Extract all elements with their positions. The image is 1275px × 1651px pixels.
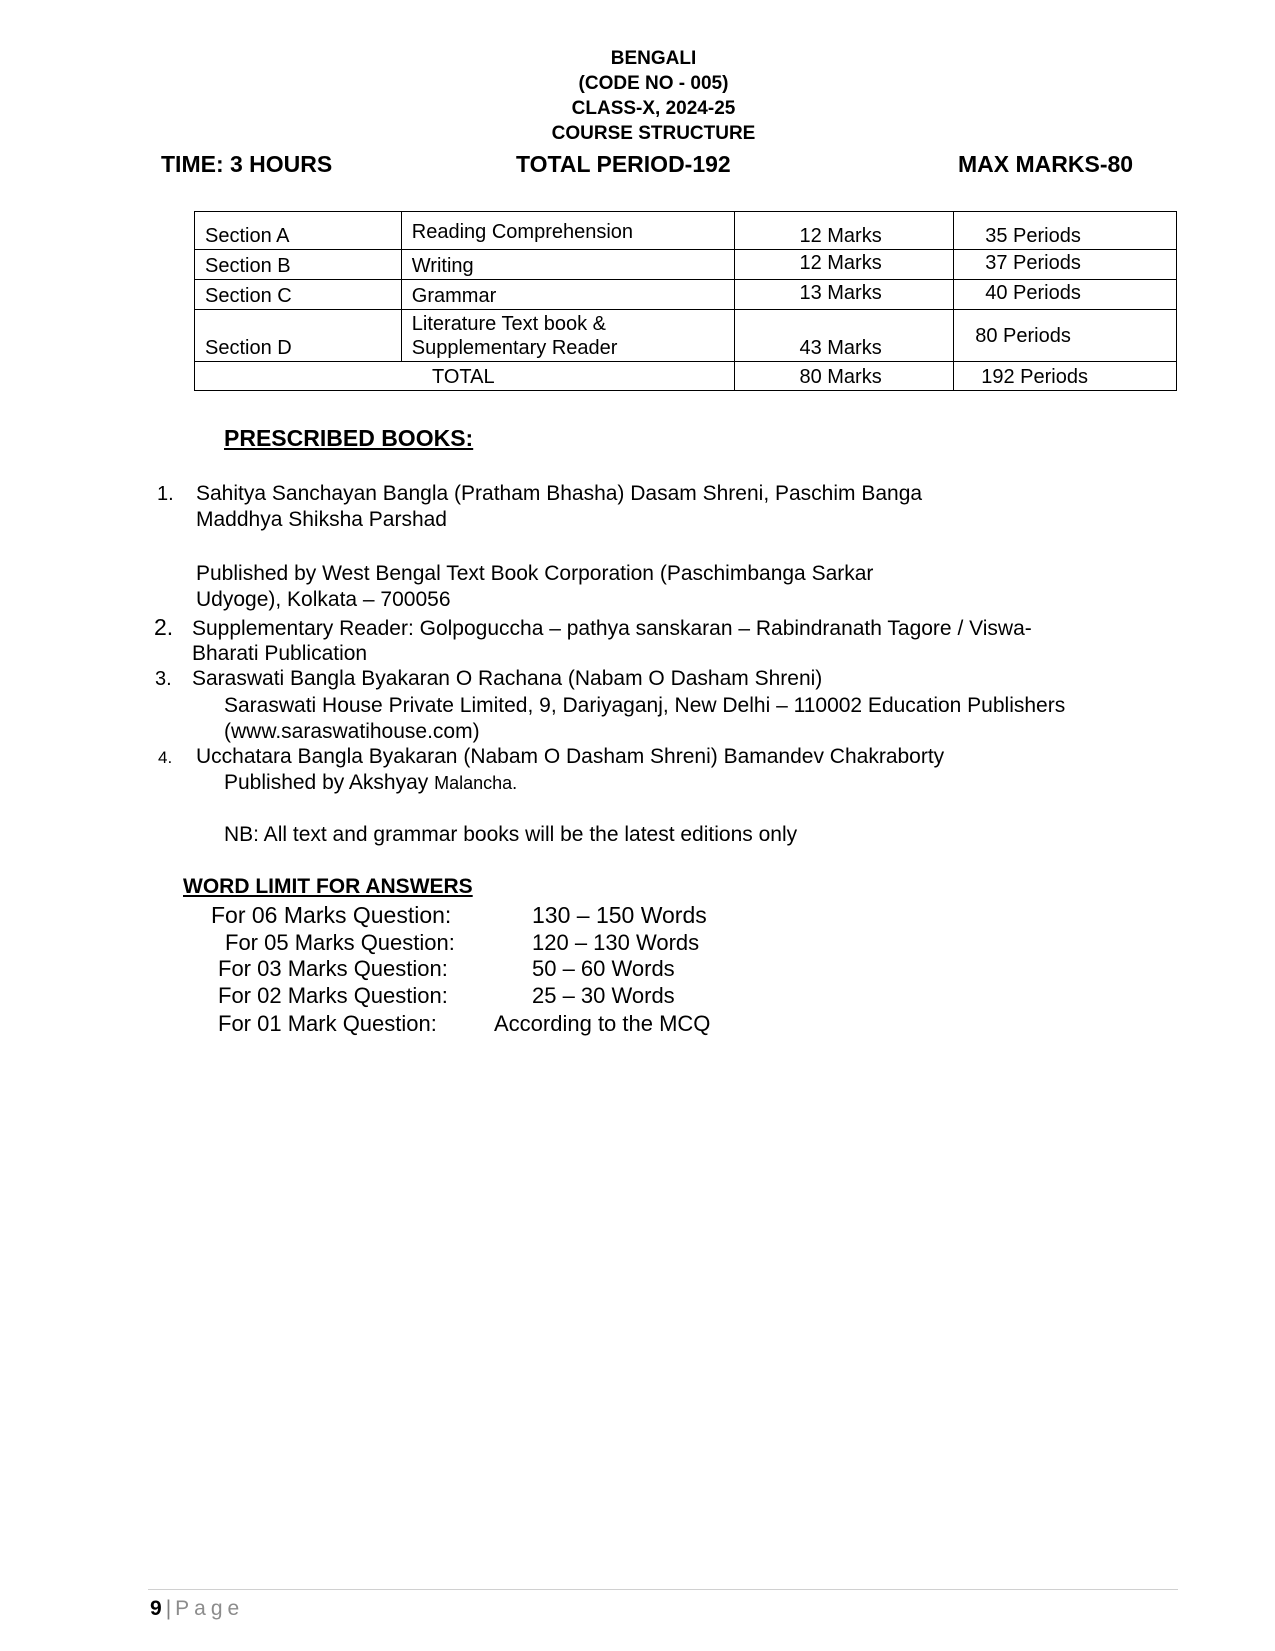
periods-cell xyxy=(954,280,1177,310)
footer-separator: | xyxy=(165,1597,172,1620)
prescribed-books-heading: PRESCRIBED BOOKS: xyxy=(224,425,474,451)
word-limit-value: 25 – 30 Words xyxy=(532,983,675,1008)
word-limit-value: 120 – 130 Words xyxy=(532,930,700,955)
footer-divider xyxy=(148,1589,1178,1590)
marks-cell xyxy=(735,250,954,280)
periods-value: 37 Periods xyxy=(985,252,1081,274)
total-label-cell xyxy=(195,362,735,391)
subject-code: (CODE NO - 005) xyxy=(578,73,729,94)
content-cell xyxy=(401,310,735,362)
total-marks-value: 80 Marks xyxy=(799,366,882,388)
page-label: Page xyxy=(175,1597,245,1620)
book-line: Maddhya Shiksha Parshad xyxy=(196,508,447,531)
time-label: TIME: 3 HOURS xyxy=(161,151,333,177)
word-limit-heading: WORD LIMIT FOR ANSWERS xyxy=(183,875,473,898)
periods-value: 40 Periods xyxy=(985,282,1081,304)
question-label: For 02 Marks Question: xyxy=(218,983,448,1008)
question-label: For 05 Marks Question: xyxy=(225,930,455,955)
total-period-label: TOTAL PERIOD-192 xyxy=(516,151,731,177)
book-line xyxy=(224,770,517,796)
course-structure-table xyxy=(194,211,1177,391)
question-label: For 01 Mark Question: xyxy=(218,1011,437,1036)
marks-value: 12 Marks xyxy=(799,252,882,274)
marks-value: 43 Marks xyxy=(799,337,882,359)
marks-value: 12 Marks xyxy=(799,225,882,247)
word-limit-value: 50 – 60 Words xyxy=(532,956,675,981)
book-line: Sahitya Sanchayan Bangla (Pratham Bhasha) Dasam Shreni, Paschim Banga xyxy=(196,482,923,505)
course-structure-title: COURSE STRUCTURE xyxy=(551,123,756,144)
question-label: For 06 Marks Question: xyxy=(211,902,452,928)
periods-cell xyxy=(954,212,1177,250)
subject-title: BENGALI xyxy=(610,48,697,69)
max-marks-label: MAX MARKS-80 xyxy=(958,151,1134,177)
book-line: Saraswati House Private Limited, 9, Dariyaganj, New Delhi – 110002 Education Publishers xyxy=(224,694,1066,717)
word-limit-value: 130 – 150 Words xyxy=(532,902,707,928)
section-cell: Section C xyxy=(195,280,402,310)
marks-cell xyxy=(735,310,954,362)
book-line: (www.saraswatihouse.com) xyxy=(224,720,480,743)
question-label: For 03 Marks Question: xyxy=(218,956,448,981)
book-line: Ucchatara Bangla Byakaran (Nabam O Dasham Shreni) Bamandev Chakraborty xyxy=(196,745,945,768)
section-cell: Section A xyxy=(195,212,402,250)
book-line: Udyoge), Kolkata – 700056 xyxy=(196,588,451,611)
content-line: Literature Text book & xyxy=(411,313,606,335)
book-line-part: Published by Akshyay xyxy=(224,771,435,794)
list-number: 3. xyxy=(155,668,172,690)
book-line-part: Malancha. xyxy=(434,773,518,793)
editions-note: NB: All text and grammar books will be the latest editions only xyxy=(224,823,798,846)
periods-cell xyxy=(954,250,1177,280)
marks-cell xyxy=(735,212,954,250)
content-line: Supplementary Reader xyxy=(411,337,618,359)
total-periods-value: 192 Periods xyxy=(981,366,1088,388)
periods-value: 35 Periods xyxy=(985,225,1081,247)
word-limit-value: According to the MCQ xyxy=(494,1011,711,1036)
table-row xyxy=(195,280,1177,310)
page-footer xyxy=(150,1596,244,1622)
table-row xyxy=(195,310,1177,362)
book-line: Supplementary Reader: Golpoguccha – pathya sanskaran – Rabindranath Tagore / Viswa- xyxy=(192,617,1032,640)
total-periods-cell xyxy=(954,362,1177,391)
table-row xyxy=(195,250,1177,280)
content-cell: Reading Comprehension xyxy=(401,212,735,250)
periods-value: 80 Periods xyxy=(975,324,1071,347)
section-cell: Section D xyxy=(195,310,402,362)
book-line: Saraswati Bangla Byakaran O Rachana (Nabam O Dasham Shreni) xyxy=(192,667,823,690)
total-marks-cell xyxy=(735,362,954,391)
class-year: CLASS-X, 2024-25 xyxy=(571,98,736,119)
list-number: 4. xyxy=(158,748,173,767)
marks-cell xyxy=(735,280,954,310)
content-cell: Grammar xyxy=(401,280,735,310)
list-number: 1. xyxy=(157,483,174,505)
total-label: TOTAL xyxy=(432,366,495,388)
periods-cell xyxy=(954,310,1177,362)
content-cell: Writing xyxy=(401,250,735,280)
list-number: 2. xyxy=(154,614,174,640)
book-line: Published by West Bengal Text Book Corporation (Paschimbanga Sarkar xyxy=(196,562,874,585)
book-line: Bharati Publication xyxy=(192,642,368,665)
table-total-row xyxy=(195,362,1177,391)
table-row xyxy=(195,212,1177,250)
section-cell: Section B xyxy=(195,250,402,280)
marks-value: 13 Marks xyxy=(799,282,882,304)
page-number: 9 xyxy=(150,1597,162,1620)
